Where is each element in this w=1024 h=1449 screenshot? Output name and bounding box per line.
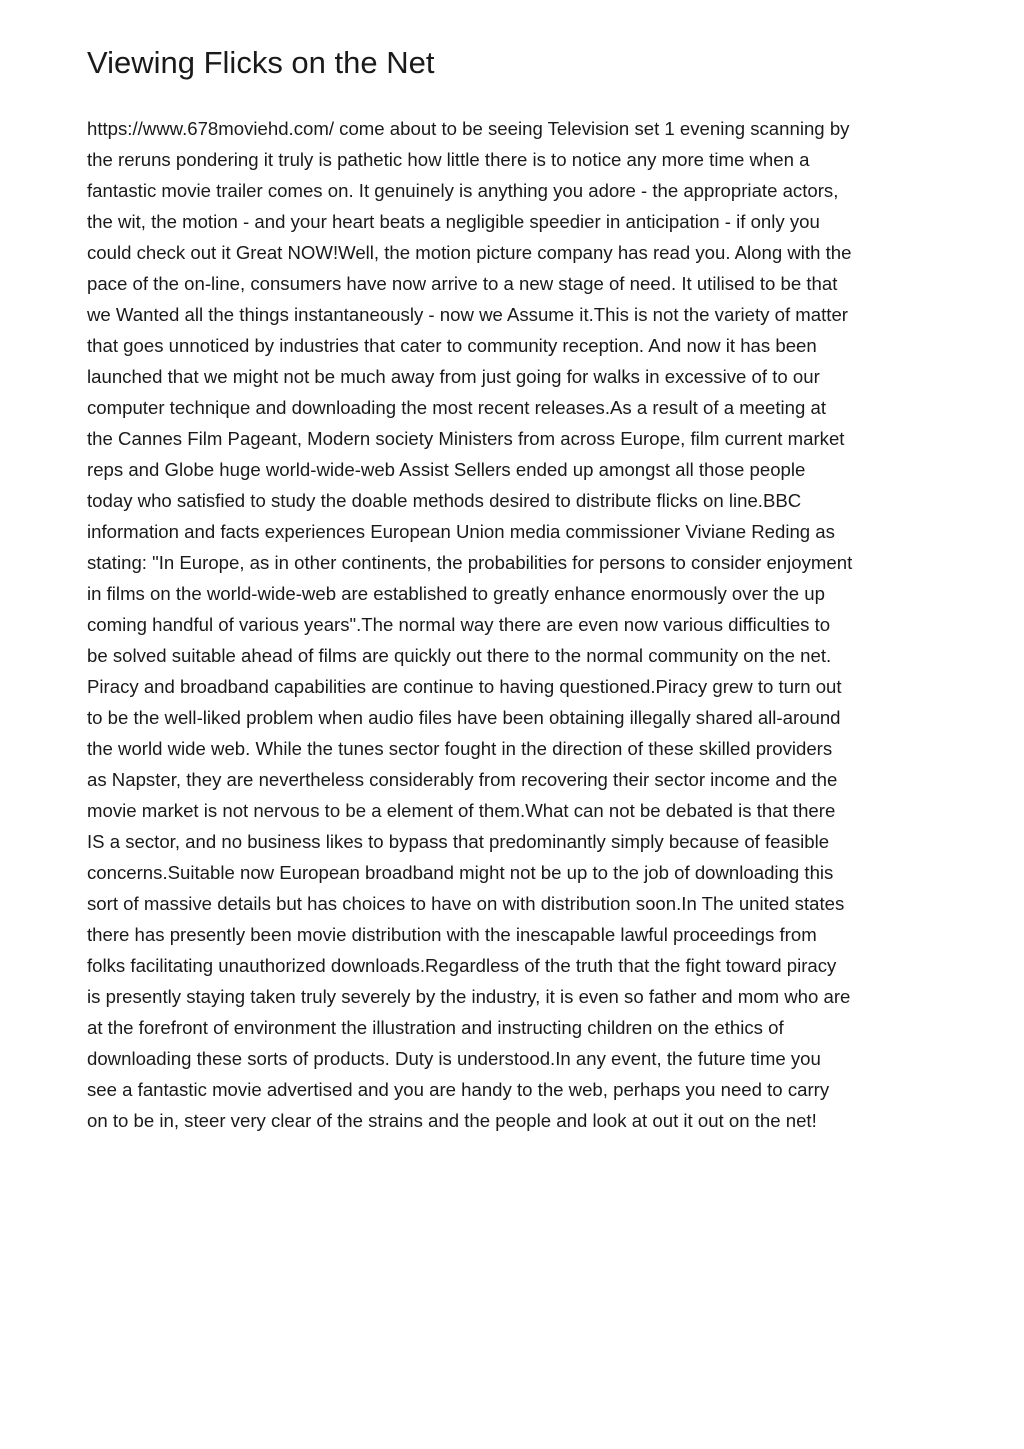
body-line: that goes unnoticed by industries that cater to community reception. And now it has been bbox=[87, 335, 817, 356]
body-line: in films on the world-wide-web are established to greatly enhance enormously over the up bbox=[87, 583, 825, 604]
body-line: at the forefront of environment the illustration and instructing children on the ethics of bbox=[87, 1017, 784, 1038]
body-line: computer technique and downloading the most recent releases.As a result of a meeting at bbox=[87, 397, 827, 418]
body-line: today who satisfied to study the doable methods desired to distribute flicks on line.BBC bbox=[87, 490, 802, 511]
body-line: the wit, the motion - and your heart beats a negligible speedier in anticipation - if only you bbox=[87, 211, 820, 232]
article-body bbox=[87, 113, 947, 1136]
body-line: reps and Globe huge world-wide-web Assist Sellers ended up amongst all those people bbox=[87, 459, 806, 480]
body-line: fantastic movie trailer comes on. It genuinely is anything you adore - the appropriate actors, bbox=[87, 180, 839, 201]
body-line: to be the well-liked problem when audio files have been obtaining illegally shared all-around bbox=[87, 707, 841, 728]
body-line: coming handful of various years".The normal way there are even now various difficulties to bbox=[87, 614, 831, 635]
body-line: concerns.Suitable now European broadband might not be up to the job of downloading this bbox=[87, 862, 834, 883]
body-line: folks facilitating unauthorized downloads.Regardless of the truth that the fight toward piracy bbox=[87, 955, 837, 976]
body-line: could check out it Great NOW!Well, the motion picture company has read you. Along with the bbox=[87, 242, 852, 263]
body-line: Piracy and broadband capabilities are continue to having questioned.Piracy grew to turn out bbox=[87, 676, 842, 697]
body-line: information and facts experiences European Union media commissioner Viviane Reding as bbox=[87, 521, 835, 542]
body-line: is presently staying taken truly severely by the industry, it is even so father and mom who are bbox=[87, 986, 851, 1007]
body-line: we Wanted all the things instantaneously - now we Assume it.This is not the variety of matter bbox=[87, 304, 848, 325]
body-line: there has presently been movie distribution with the inescapable lawful proceedings from bbox=[87, 924, 817, 945]
body-line: launched that we might not be much away from just going for walks in excessive of to our bbox=[87, 366, 820, 387]
body-line: pace of the on-line, consumers have now arrive to a new stage of need. It utilised to be that bbox=[87, 273, 838, 294]
body-line: the reruns pondering it truly is pathetic how little there is to notice any more time when a bbox=[87, 149, 810, 170]
body-line: on to be in, steer very clear of the strains and the people and look at out it out on the net! bbox=[87, 1110, 817, 1131]
body-line: stating: "In Europe, as in other continents, the probabilities for persons to consider enjoyment bbox=[87, 552, 853, 573]
body-line: be solved suitable ahead of films are quickly out there to the normal community on the net. bbox=[87, 645, 832, 666]
body-line: as Napster, they are nevertheless considerably from recovering their sector income and the bbox=[87, 769, 838, 790]
body-line: see a fantastic movie advertised and you are handy to the web, perhaps you need to carry bbox=[87, 1079, 830, 1100]
document-title: Viewing Flicks on the Net bbox=[87, 45, 435, 80]
body-line: movie market is not nervous to be a element of them.What can not be debated is that there bbox=[87, 800, 836, 821]
body-line: the world wide web. While the tunes sector fought in the direction of these skilled providers bbox=[87, 738, 833, 759]
body-line: downloading these sorts of products. Duty is understood.In any event, the future time you bbox=[87, 1048, 821, 1069]
body-line: https://www.678moviehd.com/ come about to be seeing Television set 1 evening scanning by bbox=[87, 118, 850, 139]
body-line: IS a sector, and no business likes to bypass that predominantly simply because of feasible bbox=[87, 831, 830, 852]
body-line: the Cannes Film Pageant, Modern society Ministers from across Europe, film current market bbox=[87, 428, 845, 449]
body-line: sort of massive details but has choices to have on with distribution soon.In The united states bbox=[87, 893, 845, 914]
